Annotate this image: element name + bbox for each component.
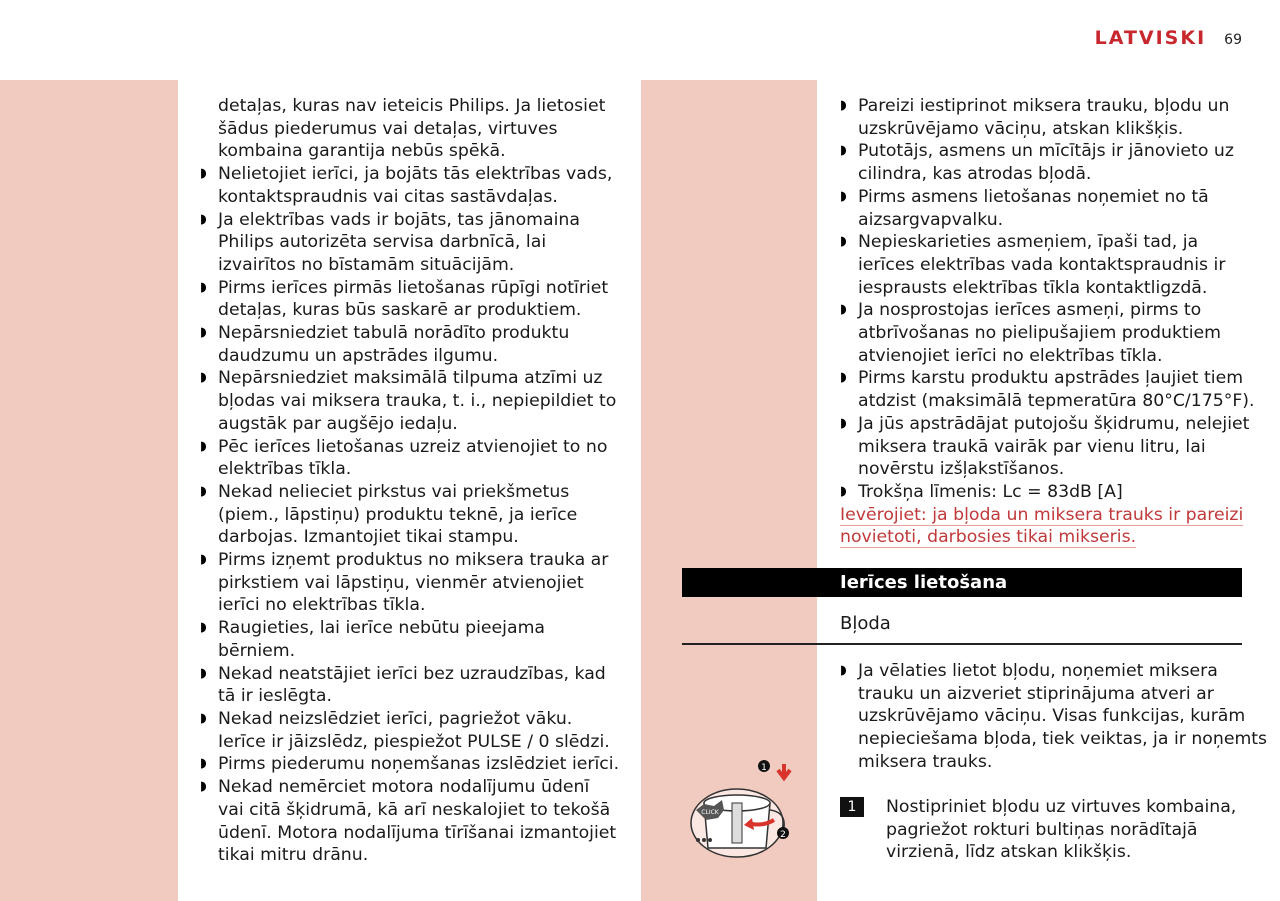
list-item: ◗ Nekad nemērciet motora nodalījumu ūdenī vai citā šķidrumā, kā arī neskalojiet to tekošā ūdenī. Motora nodalījuma tīrīšanai izmantojiet tikai mitru drānu.: [200, 777, 617, 866]
callout-2-label: 2: [780, 830, 786, 840]
list-item: ◗ Nepārsniedziet tabulā norādīto produktu daudzumu un apstrādes ilgumu.: [200, 323, 570, 366]
section-title: Ierīces lietošana: [840, 572, 1008, 593]
bowl-illustration: [682, 748, 800, 866]
bowl-attach-diagram-icon: [682, 748, 800, 866]
list-item: ◗ Nekad neatstājiet ierīci bez uzraudzības, kad tā ir ieslēgta.: [200, 663, 606, 707]
bullet-marker-icon: ◗: [840, 234, 847, 250]
callout-1-label: 1: [761, 763, 767, 773]
bullet-marker-icon: ◗: [200, 483, 207, 499]
list-item: ◗ Nekad nelieciet pirkstus vai priekšmetus (piem., lāpstiņu) produktu teknē, ja ierīce darbojas. Izmantojiet tikai stampu.: [200, 481, 578, 548]
list-item: ◗ Putotājs, asmens un mīcītājs ir jānovieto uz cilindra, kas atrodas bļodā.: [840, 141, 1234, 185]
bullet-marker-icon: ◗: [840, 188, 847, 204]
bullet-marker-icon: ◗: [840, 663, 847, 678]
bullet-marker-icon: ◗: [200, 620, 207, 636]
list-item: ◗ Ja jūs apstrādājat putojošu šķidrumu, nelejiet miksera traukā vairāk par vienu litru, lai novērstu izšļakstīšanos.: [840, 413, 1250, 480]
list-item: ◗ Nekad neizslēdziet ierīci, pagriežot vāku. Ierīce ir jāizslēdz, piespiežot PULSE / 0 slēdzi.: [200, 708, 610, 752]
bullet-marker-icon: ◗: [200, 166, 207, 182]
bullet-marker-icon: ◗: [200, 211, 207, 227]
bullet-marker-icon: ◗: [840, 143, 847, 159]
list-item: ◗ Nepārsniedziet maksimālā tilpuma atzīmi uz bļodas vai miksera trauka, t. i., nepiepildiet to augstāk par augšējo iedaļu.: [200, 368, 617, 434]
bullet-marker-icon: ◗: [200, 279, 207, 295]
list-item: ◗ Nelietojiet ierīci, ja bojāts tās elektrības vads, kontaktspraudnis vai citas sastāvdaļas.: [200, 164, 613, 207]
bullet-marker-icon: ◗: [200, 552, 207, 568]
right-column: [840, 95, 1260, 549]
step-text: Nostipriniet bļodu uz virtuves kombaina, pagriežot rokturi bultiņas norādītajā virzienā, līdz atskan klikšķis.: [886, 797, 1237, 863]
step-number: 1: [840, 797, 864, 817]
click-label: CLICK: [701, 809, 719, 816]
bullet-marker-icon: ◗: [840, 415, 847, 431]
list-item: ◗ Pareizi iestiprinot miksera trauku, bļodu un uzskrūvējamo vāciņu, atskan klikšķis.: [840, 96, 1230, 139]
page-number: 69: [1224, 32, 1242, 48]
list-item: ◗ Pirms piederumu noņemšanas izslēdziet ierīci.: [200, 754, 620, 775]
list-item: ◗ Nepieskarieties asmeņiem, īpaši tad, ja ierīces elektrības vada kontaktspraudnis ir iesprausts elektrības tīkla kontaktligzdā.: [840, 232, 1226, 298]
step-1: [840, 796, 1240, 864]
bullet-marker-icon: ◗: [840, 302, 847, 318]
page-header: [1095, 27, 1242, 49]
left-bullet-list: [200, 163, 620, 867]
list-item: ◗ Pirms asmens lietošanas noņemiet no tā aizsargvapvalku.: [840, 186, 1209, 230]
left-column: [200, 95, 620, 867]
list-item: ◗ Ja elektrības vads ir bojāts, tas jānomaina Philips autorizēta servisa darbnīcā, lai izvairītos no bīstamām situācijām.: [200, 209, 580, 275]
list-item: ◗ Ja nosprostojas ierīces asmeņi, pirms to atbrīvošanas no pielipušajiem produktiem atvienojiet ierīci no elektrības tīkla.: [840, 300, 1222, 366]
bullet-marker-icon: ◗: [840, 98, 847, 113]
bullet-marker-icon: ◗: [200, 710, 207, 726]
bullet-marker-icon: ◗: [200, 779, 207, 795]
right-bullet-list: [840, 95, 1260, 504]
list-item: ◗ Pirms karstu produktu apstrādes ļaujiet tiem atdzist (maksimālā tepmeratūra 80°C/175°F).: [840, 368, 1255, 412]
bullet-marker-icon: ◗: [200, 665, 207, 681]
bullet-marker-icon: ◗: [200, 370, 207, 386]
bullet-marker-icon: ◗: [200, 756, 207, 772]
bullet-marker-icon: ◗: [840, 370, 847, 386]
list-item: ◗ Trokšņa līmenis: Lc = 83dB [A]: [840, 481, 1123, 502]
note-text: Ievērojiet: ja bļoda un miksera trauks ir pareizi novietoti, darbosies tikai mikseris.: [840, 504, 1244, 548]
list-item: ◗ Pirms ierīces pirmās lietošanas rūpīgi notīriet detaļas, kuras būs saskarē ar produktiem.: [200, 277, 609, 321]
continuation-paragraph: detaļas, kuras nav ieteicis Philips. Ja lietosiet šādus piederumus vai detaļas, virtuves kombaina garantija nebūs spēkā.: [218, 96, 606, 162]
subsection-title: Bļoda: [840, 613, 891, 634]
bullet-marker-icon: ◗: [200, 438, 207, 454]
bullet-marker-icon: ◗: [840, 483, 847, 499]
list-item: ◗ Pirms izņemt produktus no miksera trauka ar pirkstiem vai lāpstiņu, vienmēr atvienojiet ierīci no elektrības tīkla.: [200, 550, 609, 616]
language-label: LATVISKI: [1094, 27, 1207, 49]
bowl-bullet: ◗ Ja vēlaties lietot bļodu, noņemiet miksera trauku un aizveriet stiprinājuma atveri ar uzskrūvējamo vāciņu. Visas funkcijas, kurām nepieciešama bļoda, tiek veiktas, ja ir noņemts miksera trauks.: [840, 661, 1268, 772]
section-heading-bar: [682, 568, 1242, 597]
left-color-band: [0, 80, 178, 901]
list-item: ◗ Raugieties, lai ierīce nebūtu pieejama bērniem.: [200, 618, 546, 661]
bullet-marker-icon: ◗: [200, 325, 207, 341]
subsection-rule: [682, 643, 1242, 645]
list-item: ◗ Pēc ierīces lietošanas uzreiz atvienojiet to no elektrības tīkla.: [200, 436, 608, 480]
